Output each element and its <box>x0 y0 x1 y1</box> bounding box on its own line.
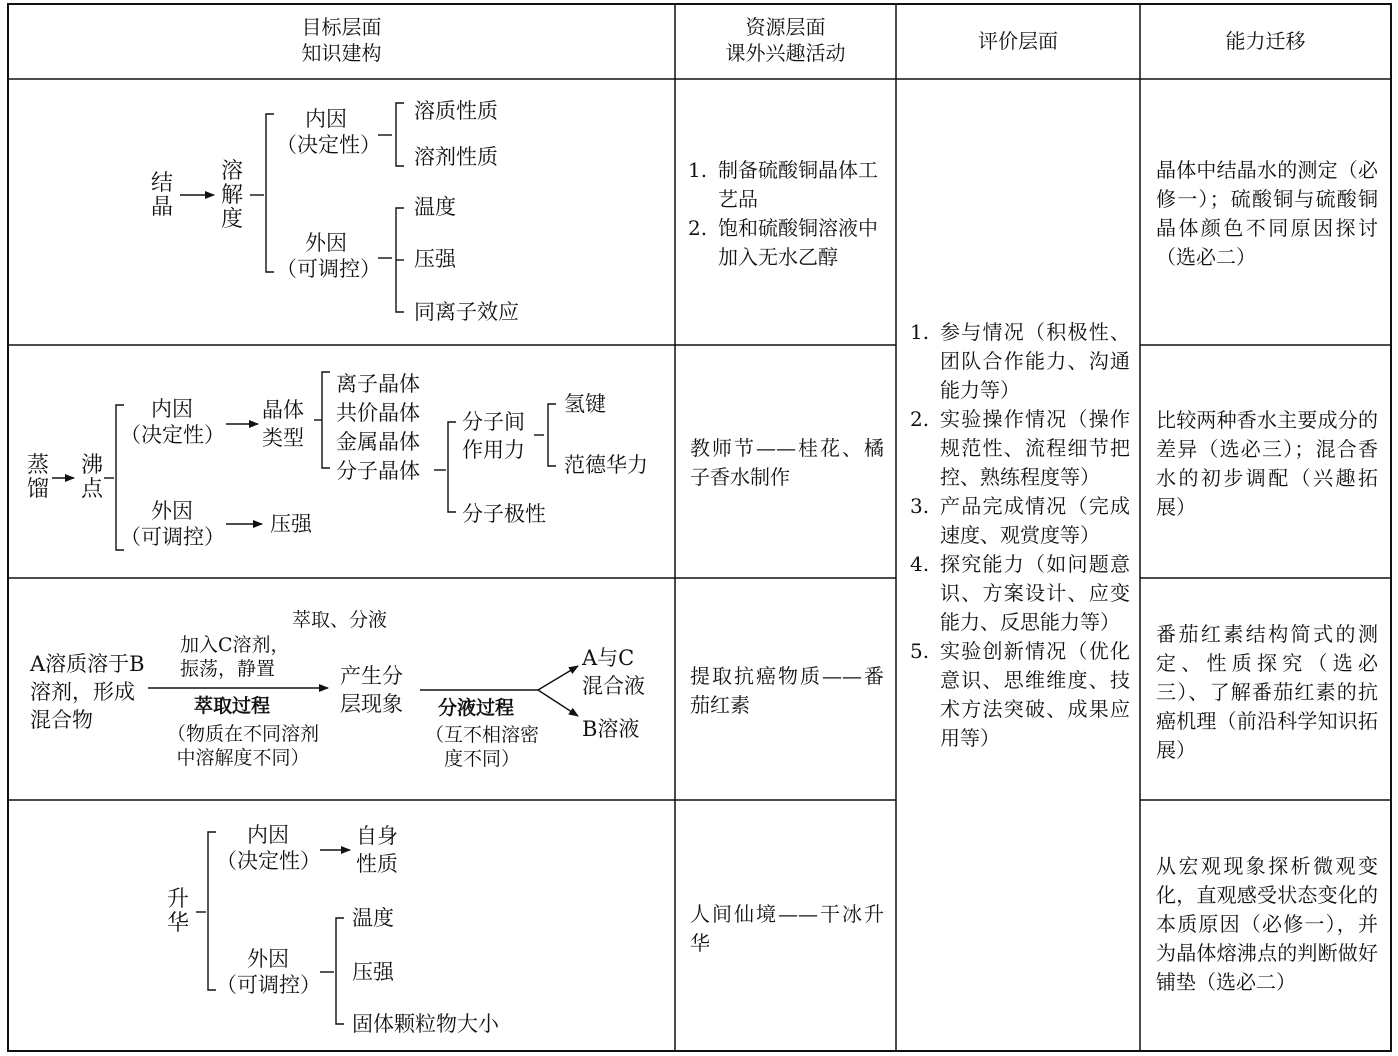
row3-step1-above: 加入C溶剂，振荡，静置 <box>180 634 290 680</box>
header-evaluation: 评价层面 <box>978 29 1058 53</box>
row1-transfer: 晶体中结晶水的测定（必修一）；硫酸铜与硫酸铜晶体颜色不同原因探讨（选必二） <box>1156 158 1378 269</box>
row4-external-item-2: 固体颗粒物大小 <box>352 1012 499 1036</box>
header-resource-line2: 课外兴趣活动 <box>725 41 846 65</box>
row3-step1-below: （物质在不同溶剂中溶解度不同） <box>166 723 319 769</box>
row2-external <box>120 498 224 550</box>
row3-step2-below: （互不相溶密度不同） <box>424 724 539 770</box>
row1-mid: 溶解度 <box>220 159 243 232</box>
evaluation-item-2: 3. 产品完成情况（完成速度、观赏度等） <box>910 494 1130 547</box>
header-resource-line1: 资源层面 <box>745 15 826 39</box>
evaluation-item-0: 1. 参与情况（积极性、团队合作能力、沟通能力等） <box>910 320 1130 402</box>
row4-internal-sub: （决定性） <box>216 849 321 873</box>
row1-activities <box>688 156 884 272</box>
row2-crystal-type: 晶体类型 <box>262 398 304 450</box>
row1-external-sub: （可调控） <box>276 257 381 281</box>
row2-crystal-1: 共价晶体 <box>336 401 420 425</box>
row2-external-label: 外因 <box>151 499 193 523</box>
row1-root: 结晶 <box>150 171 173 220</box>
row3-top-label: 萃取、分液 <box>292 609 388 631</box>
row2-polarity: 分子极性 <box>462 502 546 526</box>
row4-external-label: 外因 <box>247 947 289 971</box>
row4-external-item-1: 压强 <box>352 960 394 984</box>
evaluation-item-4: 5. 实验创新情况（优化意识、思维维度、技术方法突破、成果应用等） <box>910 639 1130 750</box>
row2-mid: 沸点 <box>80 453 103 502</box>
header-goal-line1: 目标层面 <box>301 15 382 39</box>
row2-internal-label: 内因 <box>151 397 193 421</box>
row2-intermolecular: 分子间作用力 <box>462 410 525 462</box>
row3-step1-name: 萃取过程 <box>194 695 271 717</box>
row4-external-sub: （可调控） <box>216 973 321 997</box>
row1-activity-0: 1. 制备硫酸铜晶体工艺品 <box>688 158 878 211</box>
row3-transfer: 番茄红素结构简式的测定、性质探究（选必三）、了解番茄红素的抗癌机理（前沿科学知识拓展） <box>1156 622 1378 762</box>
row4-root: 升华 <box>166 887 189 936</box>
row4-internal-item: 自身性质 <box>356 824 398 876</box>
row2-activity: 教师节——桂花、橘子香水制作 <box>690 436 884 489</box>
row2-force-0: 氢键 <box>564 392 606 416</box>
row2-crystal-3: 分子晶体 <box>336 459 420 483</box>
evaluation-item-3: 4. 探究能力（如问题意识、方案设计、应变能力、反思能力等） <box>910 552 1130 634</box>
row3-start: A溶质溶于B溶剂，形成混合物 <box>30 652 145 732</box>
row1-internal <box>276 106 381 158</box>
row1-internal-label: 内因 <box>305 107 347 131</box>
row2-root: 蒸馏 <box>26 453 49 502</box>
row1-activity-1: 2. 饱和硫酸铜溶液中加入无水乙醇 <box>688 216 878 269</box>
row1-external-item-1: 压强 <box>414 247 456 271</box>
row4-internal-label: 内因 <box>247 823 289 847</box>
row2-crystal-2: 金属晶体 <box>336 430 420 454</box>
row4-external <box>216 946 320 998</box>
row2-crystal-0: 离子晶体 <box>336 372 420 396</box>
row1-external-item-0: 温度 <box>414 195 456 219</box>
row2-internal <box>120 396 224 448</box>
row3-middle: 产生分层现象 <box>340 664 403 716</box>
evaluation-list <box>910 318 1130 753</box>
row4-activity: 人间仙境——干冰升华 <box>690 902 884 955</box>
row3-out1: A与C混合液 <box>582 646 645 698</box>
row4-transfer: 从宏观现象探析微观变化，直观感受状态变化的本质原因（必修一），并为晶体熔沸点的判断做好铺垫（选必二） <box>1156 854 1378 994</box>
header-goal-line2: 知识建构 <box>301 41 382 65</box>
row2-external-item: 压强 <box>270 512 312 536</box>
row3-out2: B溶液 <box>582 717 640 741</box>
row1-external <box>276 230 381 282</box>
row2-crystals <box>336 370 420 486</box>
row1-internal-item-0: 溶质性质 <box>414 99 498 123</box>
row1-internal-item-1: 溶剂性质 <box>414 145 498 169</box>
row2-transfer: 比较两种香水主要成分的差异（选必三）；混合香水的初步调配（兴趣拓展） <box>1156 408 1378 519</box>
row3-step2-name: 分液过程 <box>438 697 515 719</box>
row2-force-1: 范德华力 <box>564 453 648 477</box>
row4-internal <box>216 822 320 874</box>
row3-activity: 提取抗癌物质——番茄红素 <box>690 664 884 717</box>
row2-external-sub: （可调控） <box>120 525 225 549</box>
row1-external-item-2: 同离子效应 <box>414 300 519 324</box>
row1-external-label: 外因 <box>305 231 347 255</box>
evaluation-item-1: 2. 实验操作情况（操作规范性、流程细节把控、熟练程度等） <box>910 407 1130 489</box>
header-transfer: 能力迁移 <box>1225 29 1306 53</box>
row1-internal-sub: （决定性） <box>276 133 381 157</box>
row2-internal-sub: （决定性） <box>120 423 225 447</box>
row4-external-item-0: 温度 <box>352 906 394 930</box>
